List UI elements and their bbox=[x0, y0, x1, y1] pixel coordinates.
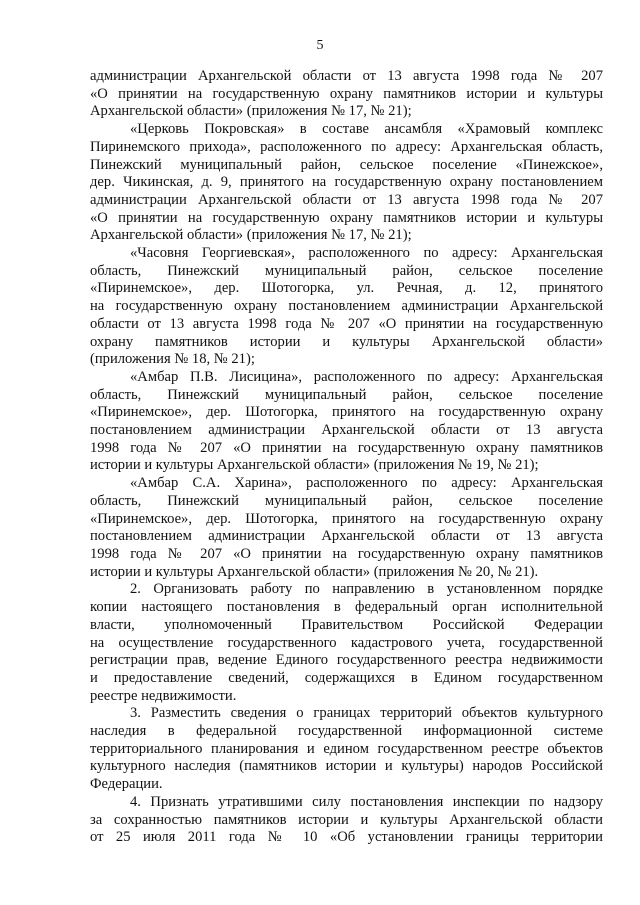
text-line: Пинежский муниципальный район, сельское поселение «Пинежское», bbox=[90, 156, 603, 173]
text-line: область, Пинежский муниципальный район, сельское поселение bbox=[90, 492, 603, 509]
text-line: 3. Разместить сведения о границах территорий объектов культурного bbox=[130, 705, 603, 722]
text-line: регистрации прав, ведение Единого государственного реестра недвижимости bbox=[90, 652, 603, 669]
text-line: (приложения № 18, № 21); bbox=[90, 351, 255, 368]
text-line: от 25 июля 2011 года № 10 «Об установлении границы территории bbox=[90, 829, 603, 846]
text-line: за сохранностью памятников истории и культуры Архангельской области bbox=[90, 811, 603, 828]
text-line: «Амбар С.А. Харина», расположенного по адресу: Архангельская bbox=[130, 475, 603, 492]
text-line: Архангельской области» (приложения № 17, № 21); bbox=[90, 227, 412, 244]
text-line: реестре недвижимости. bbox=[90, 687, 237, 704]
text-line: область, Пинежский муниципальный район, сельское поселение bbox=[90, 386, 603, 403]
text-line: культурного наследия (памятников истории и культуры) народов Российской bbox=[90, 758, 603, 775]
text-line: область, Пинежский муниципальный район, сельское поселение bbox=[90, 262, 603, 279]
paragraph bbox=[90, 369, 603, 475]
paragraph bbox=[90, 581, 603, 705]
text-line: на осуществление государственного кадастрового учета, государственной bbox=[90, 634, 603, 651]
page-number: 5 bbox=[316, 38, 324, 53]
paragraph bbox=[90, 68, 603, 121]
text-line: «О принятии на государственную охрану памятников истории и культуры bbox=[90, 85, 603, 102]
text-line: и предоставление сведений, содержащихся в Едином государственном bbox=[90, 669, 603, 686]
text-line: «Амбар П.В. Лисицина», расположенного по адресу: Архангельская bbox=[130, 368, 603, 385]
text-line: «Часовня Георгиевская», расположенного по адресу: Архангельская bbox=[130, 245, 603, 262]
paragraph bbox=[90, 794, 603, 847]
paragraph bbox=[90, 475, 603, 581]
text-line: «Пиринемское», дер. Шотогорка, принятого на государственную охрану bbox=[90, 510, 603, 527]
text-line: постановлением администрации Архангельской области от 13 августа bbox=[90, 422, 603, 439]
paragraph bbox=[90, 245, 603, 369]
text-line: администрации Архангельской области от 13 августа 1998 года № 207 bbox=[90, 191, 603, 208]
text-line: администрации Архангельской области от 13 августа 1998 года № 207 bbox=[90, 68, 603, 84]
text-line: постановлением администрации Архангельской области от 13 августа bbox=[90, 528, 603, 545]
text-line: 1998 года № 207 «О принятии на государственную охрану памятников bbox=[90, 545, 603, 562]
text-line: Пиринемского прихода», расположенного по адресу: Архангельская область, bbox=[90, 138, 603, 155]
text-line: «О принятии на государственную охрану памятников истории и культуры bbox=[90, 209, 603, 226]
paragraph bbox=[90, 705, 603, 794]
text-line: 4. Признать утратившими силу постановления инспекции по надзору bbox=[130, 793, 603, 810]
text-line: истории и культуры Архангельской области» (приложения № 20, № 21). bbox=[90, 563, 539, 580]
text-line: области от 13 августа 1998 года № 207 «О принятии на государственную bbox=[90, 315, 603, 332]
text-line: «Пиринемское», дер. Шотогорка, ул. Речная, д. 12, принятого bbox=[90, 280, 603, 297]
document-body bbox=[90, 68, 603, 847]
text-line: 2. Организовать работу по направлению в установленном порядке bbox=[130, 581, 603, 598]
text-line: «Пиринемское», дер. Шотогорка, принятого на государственную охрану bbox=[90, 404, 603, 421]
text-line: власти, уполномоченный Правительством Российской Федерации bbox=[90, 616, 603, 633]
text-line: «Церковь Покровская» в составе ансамбля «Храмовый комплекс bbox=[130, 121, 603, 138]
text-line: на государственную охрану постановлением администрации Архангельской bbox=[90, 298, 603, 315]
text-line: Федерации. bbox=[90, 776, 163, 793]
paragraph bbox=[90, 121, 603, 245]
text-line: истории и культуры Архангельской области» (приложения № 19, № 21); bbox=[90, 457, 539, 474]
text-line: копии настоящего постановления в федеральный орган исполнительной bbox=[90, 599, 603, 616]
text-line: охрану памятников истории и культуры Архангельской области» bbox=[90, 333, 603, 350]
text-line: дер. Чикинская, д. 9, принятого на государственную охрану постановлением bbox=[90, 174, 603, 191]
text-line: Архангельской области» (приложения № 17, № 21); bbox=[90, 103, 412, 120]
text-line: 1998 года № 207 «О принятии на государственную охрану памятников bbox=[90, 439, 603, 456]
text-line: наследия в федеральной государственной информационной системе bbox=[90, 723, 603, 740]
text-line: территориального планирования и едином государственном реестре объектов bbox=[90, 740, 603, 757]
